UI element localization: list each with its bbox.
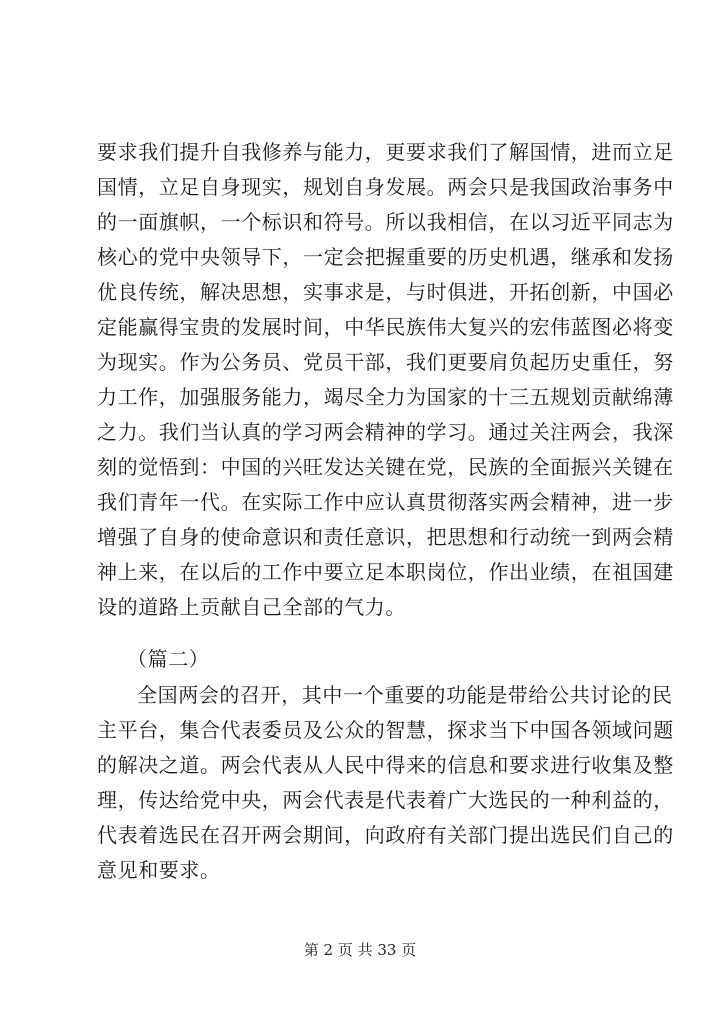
paragraph-1-line-8: 力工作，加强服务能力，竭尽全力为国家的十三五规划贡献绵薄 bbox=[97, 385, 674, 409]
paragraph-1-line-12: 增强了自身的使命意识和责任意识，把思想和行动统一到两会精 bbox=[97, 525, 674, 549]
paragraph-1-line-3: 的一面旗帜，一个标识和符号。所以我相信，在以习近平同志为 bbox=[97, 210, 674, 234]
paragraph-1-line-7: 为现实。作为公务员、党员干部，我们更要肩负起历史重任，努 bbox=[97, 350, 674, 374]
paragraph-1-line-2: 国情，立足自身现实，规划自身发展。两会只是我国政治事务中 bbox=[97, 175, 674, 199]
paragraph-2-line-3: 的解决之道。两会代表从人民中得来的信息和要求进行收集及整 bbox=[97, 753, 674, 777]
paragraph-2-line-1: 全国两会的召开，其中一个重要的功能是带给公共讨论的民 bbox=[137, 683, 673, 707]
paragraph-1-line-6: 定能赢得宝贵的发展时间，中华民族伟大复兴的宏伟蓝图必将变 bbox=[97, 315, 674, 339]
paragraph-1-line-4: 核心的党中央领导下，一定会把握重要的历史机遇，继承和发扬 bbox=[97, 245, 674, 269]
paragraph-2-line-4: 理，传达给党中央，两会代表是代表着广大选民的一种利益的， bbox=[97, 788, 674, 812]
paragraph-1-line-11: 我们青年一代。在实际工作中应认真贯彻落实两会精神，进一步 bbox=[97, 490, 674, 514]
page-number-footer: 第 2 页 共 33 页 bbox=[303, 941, 417, 959]
paragraph-1-line-9: 之力。我们当认真的学习两会精神的学习。通过关注两会，我深 bbox=[97, 420, 674, 444]
paragraph-2-line-5: 代表着选民在召开两会期间，向政府有关部门提出选民们自己的 bbox=[97, 823, 674, 847]
paragraph-1-line-14: 设的道路上贡献自己全部的气力。 bbox=[97, 595, 406, 619]
paragraph-1-line-5: 优良传统，解决思想，实事求是，与时俱进，开拓创新，中国必 bbox=[97, 280, 674, 304]
paragraph-1-line-13: 神上来，在以后的工作中要立足本职岗位，作出业绩，在祖国建 bbox=[97, 560, 674, 584]
paragraph-2-line-2: 主平台，集合代表委员及公众的智慧，探求当下中国各领域问题 bbox=[97, 718, 674, 742]
paragraph-1-line-10: 刻的觉悟到：中国的兴旺发达关键在党，民族的全面振兴关键在 bbox=[97, 455, 674, 479]
paragraph-2-line-6: 意见和要求。 bbox=[97, 858, 221, 882]
section-heading: （篇二） bbox=[127, 647, 210, 671]
paragraph-1-line-1: 要求我们提升自我修养与能力，更要求我们了解国情，进而立足 bbox=[97, 140, 674, 164]
